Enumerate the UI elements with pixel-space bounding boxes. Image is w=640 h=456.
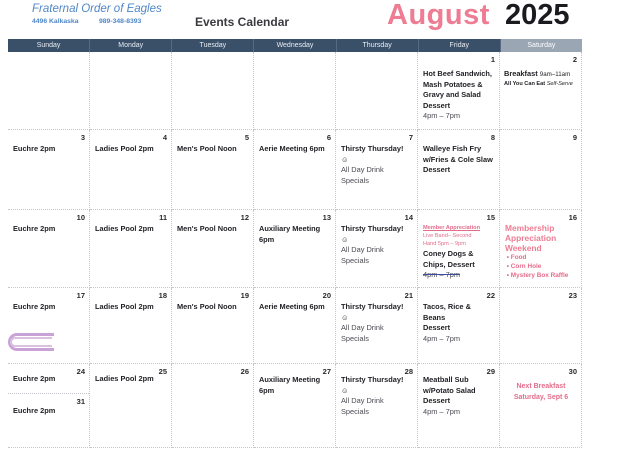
thirsty-thursday-event — [341, 375, 413, 417]
event-line: Specials — [341, 333, 369, 343]
day-number: 10 — [76, 213, 85, 222]
day-cell-aug-5 — [172, 130, 254, 210]
day-number: 4 — [162, 133, 167, 142]
event-line: Chips, Dessert — [423, 259, 475, 269]
day-cell-aug-16 — [500, 210, 582, 288]
event-line: Live Band– Second — [423, 233, 472, 239]
day-cell-aug-27 — [254, 364, 336, 448]
day-number: 29 — [486, 367, 495, 376]
day-cell-empty — [254, 52, 336, 130]
day-number: 14 — [404, 213, 413, 222]
day-cell-aug-19 — [172, 288, 254, 364]
event-line: Dessert — [423, 323, 451, 332]
day-cell-aug-13 — [254, 210, 336, 288]
day-number: 16 — [568, 213, 577, 222]
day-cell-aug-3 — [8, 130, 90, 210]
event-title: Membership — [505, 223, 555, 233]
bullet-item: • Corn Hole — [505, 263, 542, 270]
breakfast-note: Self-Serve — [546, 80, 573, 87]
day-cell-aug-20 — [254, 288, 336, 364]
day-number: 8 — [490, 133, 495, 142]
day-cell-empty — [90, 52, 172, 130]
day-cell-empty — [172, 52, 254, 130]
weekday-header — [8, 39, 582, 52]
day-number: 13 — [322, 213, 331, 222]
weekday-tuesday: Tuesday — [172, 39, 254, 52]
breakfast-time: 9am–11am — [539, 71, 571, 78]
org-name: Fraternal Order of Eagles — [32, 3, 162, 15]
event-time: 4pm – 7pm — [423, 270, 460, 279]
day-number: 12 — [240, 213, 249, 222]
ladies-pool-event: Ladies Pool 2pm — [95, 144, 154, 153]
breakfast-event — [504, 69, 577, 88]
event-line: All Day Drink — [341, 396, 384, 405]
day-cell-aug-25 — [90, 364, 172, 448]
event-line: 6pm — [259, 385, 275, 395]
ladies-pool-event: Ladies Pool 2pm — [95, 224, 154, 233]
day-cell-aug-18 — [90, 288, 172, 364]
day-cell-aug-28 — [336, 364, 418, 448]
day-cell-aug-22 — [418, 288, 500, 364]
day-cell-aug-17 — [8, 288, 90, 364]
event-line: w/Potato Salad — [423, 385, 476, 395]
thirsty-thursday-event — [341, 302, 413, 344]
day-number: 28 — [404, 367, 413, 376]
event-time: 4pm – 7pm — [423, 333, 460, 343]
event-time: 4pm – 7pm — [423, 406, 460, 416]
event-line: Meatball Sub — [423, 375, 469, 384]
day-number: 3 — [80, 133, 85, 142]
event-line: Mash Potatoes & — [423, 79, 483, 89]
org-phone: 989-348-8393 — [99, 18, 142, 25]
day-number: 23 — [568, 291, 577, 300]
day-cell-aug-7 — [336, 130, 418, 210]
event-line: Coney Dogs & — [423, 249, 474, 258]
bullet-item: • Mystery Box Raffle — [505, 272, 569, 279]
day-cell-empty — [8, 52, 90, 130]
day-number: 15 — [486, 213, 495, 222]
event-line: Saturday, Sept 6 — [513, 393, 569, 401]
ladies-pool-event: Ladies Pool 2pm — [95, 374, 154, 383]
next-breakfast-note — [505, 382, 577, 403]
event-title: Member Appreciation — [423, 225, 480, 231]
day-number: 19 — [240, 291, 249, 300]
thirsty-thursday-event — [341, 144, 413, 186]
day-cell-aug-26 — [172, 364, 254, 448]
day-number: 1 — [490, 55, 495, 64]
event-line: Dessert — [423, 100, 451, 110]
event-line: Gravy and Salad — [423, 90, 481, 99]
event-line: All Day Drink — [341, 245, 384, 254]
day-cell-aug-21 — [336, 288, 418, 364]
tacos-event — [423, 302, 495, 344]
aerie-meeting-event: Aerie Meeting 6pm — [259, 302, 325, 311]
event-line: Dessert — [423, 165, 451, 174]
mens-pool-event: Men's Pool Noon — [177, 302, 237, 311]
day-cell-aug-9 — [500, 130, 582, 210]
bullet-item: • Food — [505, 254, 527, 261]
weekday-friday: Friday — [419, 39, 501, 52]
event-line: Beans — [423, 312, 446, 322]
calendar-grid — [8, 52, 582, 448]
day-number: 20 — [322, 291, 331, 300]
friday-dinner-event — [423, 69, 495, 122]
event-line: All Day Drink — [341, 165, 384, 174]
event-line: Specials — [341, 406, 369, 416]
ladies-pool-event: Ladies Pool 2pm — [95, 302, 154, 311]
weekday-sunday: Sunday — [8, 39, 90, 52]
fish-fry-event — [423, 144, 495, 176]
day-number: 30 — [568, 367, 577, 376]
day-cell-aug-4 — [90, 130, 172, 210]
weekday-thursday: Thursday — [337, 39, 419, 52]
event-line: w/Fries & Cole Slaw — [423, 154, 493, 164]
day-cell-aug-29 — [418, 364, 500, 448]
day-number: 6 — [326, 133, 331, 142]
day-cell-aug-10 — [8, 210, 90, 288]
event-line: Auxiliary Meeting — [259, 224, 321, 233]
weekday-monday: Monday — [90, 39, 172, 52]
member-appreciation-event — [423, 224, 495, 281]
event-line: All Day Drink — [341, 323, 384, 332]
aerie-meeting-event: Aerie Meeting 6pm — [259, 144, 325, 153]
year-title: 2025 — [505, 0, 570, 31]
auxiliary-meeting-event — [259, 375, 331, 396]
meatball-sub-event — [423, 375, 495, 417]
day-cell-aug-14 — [336, 210, 418, 288]
day-cell-aug-23 — [500, 288, 582, 364]
day-cell-empty — [336, 52, 418, 130]
day-number: 25 — [158, 367, 167, 376]
day-cell-aug-8 — [418, 130, 500, 210]
day-number: 5 — [244, 133, 249, 142]
calendar-title: Events Calendar — [195, 15, 290, 29]
day-cell-aug-30 — [500, 364, 582, 448]
day-cell-aug-1 — [418, 52, 500, 130]
day-number: 26 — [240, 367, 249, 376]
breakfast-subtitle: All You Can Eat — [504, 80, 546, 87]
event-time: 4pm – 7pm — [423, 111, 460, 120]
event-title: Thirsty Thursday! ☺ — [341, 224, 404, 244]
month-title: August — [387, 0, 490, 31]
day-number: 31 — [76, 397, 85, 406]
event-line: Dessert — [423, 396, 451, 405]
euchre-event: Euchre 2pm — [13, 302, 56, 311]
event-line: Hand 5pm – 9pm — [423, 241, 466, 247]
day-number: 17 — [76, 291, 85, 300]
event-title: Thirsty Thursday! ☺ — [341, 144, 404, 164]
event-line: Specials — [341, 175, 369, 185]
event-line: Walleye Fish Fry — [423, 144, 482, 153]
event-line: 6pm — [259, 234, 275, 244]
event-title: Thirsty Thursday! ☺ — [341, 302, 404, 322]
event-line: Tacos, Rice & — [423, 302, 471, 311]
paper-clip-inner-icon — [10, 337, 52, 347]
weekday-wednesday: Wednesday — [254, 39, 336, 52]
event-title: Thirsty Thursday! ☺ — [341, 375, 404, 395]
day-cell-aug-6 — [254, 130, 336, 210]
membership-weekend-event — [505, 223, 577, 280]
mens-pool-event: Men's Pool Noon — [177, 144, 237, 153]
org-address: 4496 Kalkaska — [32, 18, 79, 25]
event-line: Auxiliary Meeting — [259, 375, 321, 384]
thirsty-thursday-event — [341, 224, 413, 266]
breakfast-title: Breakfast — [504, 69, 538, 78]
day-number: 7 — [408, 133, 413, 142]
day-number: 11 — [159, 213, 167, 222]
day-number: 9 — [572, 133, 577, 142]
day-number: 24 — [76, 367, 85, 376]
euchre-event: Euchre 2pm — [13, 374, 56, 383]
day-number: 22 — [486, 291, 495, 300]
euchre-event: Euchre 2pm — [13, 224, 56, 233]
auxiliary-meeting-event — [259, 224, 331, 245]
day-number: 27 — [322, 367, 331, 376]
day-number: 2 — [572, 55, 577, 64]
day-cell-aug-12 — [172, 210, 254, 288]
event-line: Hot Beef Sandwich, — [423, 69, 492, 78]
event-line: Next Breakfast — [516, 383, 566, 390]
day-cell-aug-11 — [90, 210, 172, 288]
mens-pool-event: Men's Pool Noon — [177, 224, 237, 233]
day-cell-aug-2 — [500, 52, 582, 130]
day-number: 21 — [404, 291, 413, 300]
euchre-event: Euchre 2pm — [13, 406, 56, 415]
split-divider — [8, 393, 89, 394]
weekday-saturday: Saturday — [501, 39, 582, 52]
euchre-event: Euchre 2pm — [13, 144, 56, 153]
day-number: 18 — [158, 291, 167, 300]
day-cell-aug-24-31 — [8, 364, 90, 448]
event-title: Weekend — [505, 243, 542, 253]
event-title: Appreciation — [505, 233, 557, 243]
event-line: Specials — [341, 255, 369, 265]
day-cell-aug-15 — [418, 210, 500, 288]
